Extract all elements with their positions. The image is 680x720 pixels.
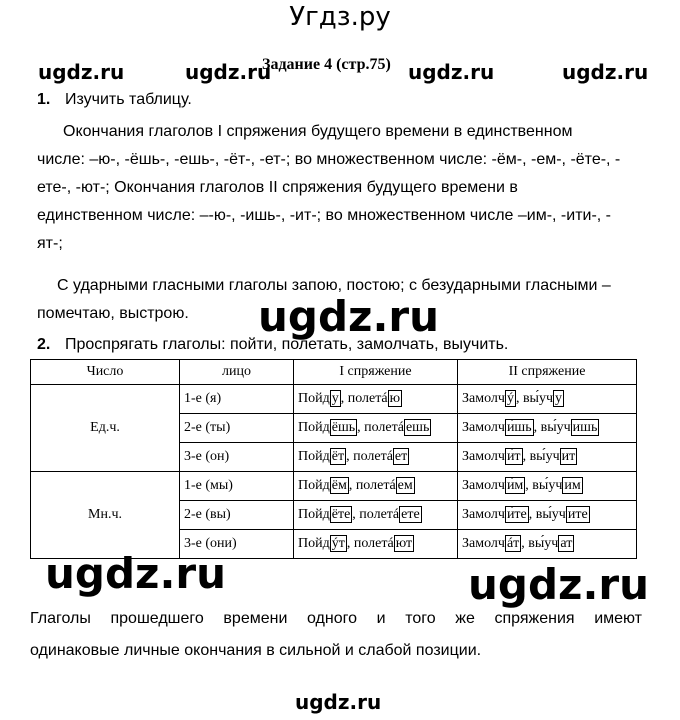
conjugation-2-cell: Замолч и́те , вы́уч ите bbox=[458, 501, 637, 530]
column-header: Число bbox=[31, 360, 180, 385]
watermark: ugdz.ru bbox=[38, 60, 125, 84]
person-cell: 1-е (я) bbox=[180, 385, 294, 414]
table-header-row bbox=[31, 360, 637, 385]
conjugation-1-cell: Пойд ёте , полетá ете bbox=[294, 501, 458, 530]
conjugation-2-cell: Замолч и́т , вы́уч ит bbox=[458, 443, 637, 472]
verb-ending: ý bbox=[506, 391, 514, 406]
verb-stem: полетá bbox=[347, 391, 388, 406]
verb-ending: ют bbox=[395, 536, 413, 551]
watermark: ugdz.ru bbox=[408, 60, 495, 84]
verb-ending: у bbox=[555, 391, 562, 406]
verb-ending: ете bbox=[401, 507, 420, 522]
verb-stem: вы́уч bbox=[540, 420, 571, 435]
verb-stem: Пойд bbox=[298, 507, 330, 522]
conjugation-2-cell: Замолч и́м , вы́уч им bbox=[458, 472, 637, 501]
text-line: Окончания глаголов I спряжения будущего времени в единственном bbox=[63, 123, 573, 140]
verb-stem: Замолч bbox=[462, 391, 505, 406]
verb-stem: вы́уч bbox=[529, 449, 560, 464]
person-cell: 2-е (вы) bbox=[180, 501, 294, 530]
conjugation-2-cell: Замолч и́шь , вы́уч ишь bbox=[458, 414, 637, 443]
column-header: I спряжение bbox=[294, 360, 458, 385]
verb-stem: Замолч bbox=[462, 507, 505, 522]
verb-stem: Пойд bbox=[298, 391, 330, 406]
conjugation-1-cell: Пойд ýт , полетá ют bbox=[294, 530, 458, 559]
verb-stem: Замолч bbox=[462, 449, 505, 464]
watermark: ugdz.ru bbox=[562, 60, 649, 84]
verb-stem: Пойд bbox=[298, 478, 330, 493]
verb-stem: вы́уч bbox=[522, 391, 553, 406]
table-row bbox=[31, 385, 637, 414]
conjugation-2-cell: Замолч ý , вы́уч у bbox=[458, 385, 637, 414]
conjugation-1-cell: Пойд ёшь , полетá ешь bbox=[294, 414, 458, 443]
person-cell: 3-е (они) bbox=[180, 530, 294, 559]
text-line: ете-, -ют-; Окончания глаголов II спряжения будущего времени в bbox=[37, 179, 518, 196]
verb-ending: ёте bbox=[331, 507, 351, 522]
verb-ending: ýт bbox=[331, 536, 345, 551]
conjugation-2-cell: Замолч áт , вы́уч ат bbox=[458, 530, 637, 559]
verb-stem: Пойд bbox=[298, 420, 330, 435]
verb-stem: полетá bbox=[359, 507, 400, 522]
verb-ending: ите bbox=[567, 507, 588, 522]
verb-ending: ёшь bbox=[331, 420, 356, 435]
verb-ending: ем bbox=[397, 478, 413, 493]
verb-ending: и́те bbox=[506, 507, 527, 522]
verb-ending: у bbox=[331, 391, 339, 406]
verb-stem: полетá bbox=[353, 449, 393, 464]
item-heading: Изучить таблицу. bbox=[65, 91, 192, 108]
verb-ending: ишь bbox=[572, 420, 598, 435]
number-cell: Ед.ч. bbox=[31, 385, 180, 472]
verb-stem: Пойд bbox=[298, 536, 330, 551]
verb-ending: ёт bbox=[331, 449, 345, 464]
conjugation-1-cell: Пойд ёт , полетá ет bbox=[294, 443, 458, 472]
verb-ending: áт bbox=[506, 536, 520, 551]
text-line: числе: –ю-, -ёшь-, -ешь-, -ёт-, -ет-; во множественном числе: -ём-, -ем-, -ёте-, - bbox=[37, 151, 621, 168]
verb-ending: и́м bbox=[506, 478, 524, 493]
item-number: 2. bbox=[37, 336, 51, 353]
verb-stem: Замолч bbox=[462, 420, 505, 435]
conjugation-1-cell: Пойд ём , полетá ем bbox=[294, 472, 458, 501]
verb-stem: Пойд bbox=[298, 449, 330, 464]
watermark: ugdz.ru bbox=[185, 60, 272, 84]
item-heading: Проспрягать глаголы: пойти, полетать, замолчать, выучить. bbox=[65, 336, 509, 353]
verb-ending: ешь bbox=[405, 420, 430, 435]
watermark: ugdz.ru bbox=[45, 549, 227, 598]
verb-ending: ём bbox=[331, 478, 347, 493]
conjugation-table bbox=[30, 359, 637, 559]
watermark: ugdz.ru bbox=[468, 560, 650, 609]
person-cell: 1-е (мы) bbox=[180, 472, 294, 501]
verb-stem: Замолч bbox=[462, 536, 505, 551]
person-cell: 2-е (ты) bbox=[180, 414, 294, 443]
task-title: Задание 4 (стр.75) bbox=[262, 56, 391, 73]
verb-stem: вы́уч bbox=[532, 478, 563, 493]
verb-stem: Замолч bbox=[462, 478, 505, 493]
site-title: Угдз.ру bbox=[289, 2, 391, 32]
verb-ending: ю bbox=[389, 391, 401, 406]
verb-ending: ет bbox=[394, 449, 408, 464]
paragraph bbox=[37, 118, 642, 258]
number-cell: Мн.ч. bbox=[31, 472, 180, 559]
watermark: ugdz.ru bbox=[258, 292, 440, 341]
text-line: Глаголы прошедшего времени одного и того же спряжения имеют bbox=[30, 610, 642, 627]
text-line: единственном числе: –-ю-, -ишь-, -ит-; во множественном числе –им-, -ити-, - bbox=[37, 207, 611, 224]
text-line: С ударными гласными глаголы запою, постою; с безударными гласными – bbox=[57, 277, 611, 294]
verb-stem: вы́уч bbox=[528, 536, 559, 551]
watermark: ugdz.ru bbox=[295, 690, 382, 714]
verb-ending: ит bbox=[561, 449, 576, 464]
verb-stem: полетá bbox=[364, 420, 404, 435]
text-line: одинаковые личные окончания в сильной и слабой позиции. bbox=[30, 642, 482, 659]
item-number: 1. bbox=[37, 91, 51, 108]
verb-ending: ат bbox=[560, 536, 573, 551]
text-line: ят-; bbox=[37, 235, 63, 252]
conjugation-1-cell: Пойд у , полетá ю bbox=[294, 385, 458, 414]
verb-stem: полетá bbox=[353, 536, 394, 551]
verb-ending: и́шь bbox=[506, 420, 532, 435]
column-header: II спряжение bbox=[458, 360, 637, 385]
table-row bbox=[31, 472, 637, 501]
verb-ending: им bbox=[564, 478, 581, 493]
verb-stem: вы́уч bbox=[535, 507, 566, 522]
column-header: лицо bbox=[180, 360, 294, 385]
verb-ending: и́т bbox=[506, 449, 521, 464]
text-line: помечтаю, выстрою. bbox=[37, 305, 189, 322]
person-cell: 3-е (он) bbox=[180, 443, 294, 472]
conclusion bbox=[30, 603, 642, 667]
verb-stem: полетá bbox=[355, 478, 396, 493]
